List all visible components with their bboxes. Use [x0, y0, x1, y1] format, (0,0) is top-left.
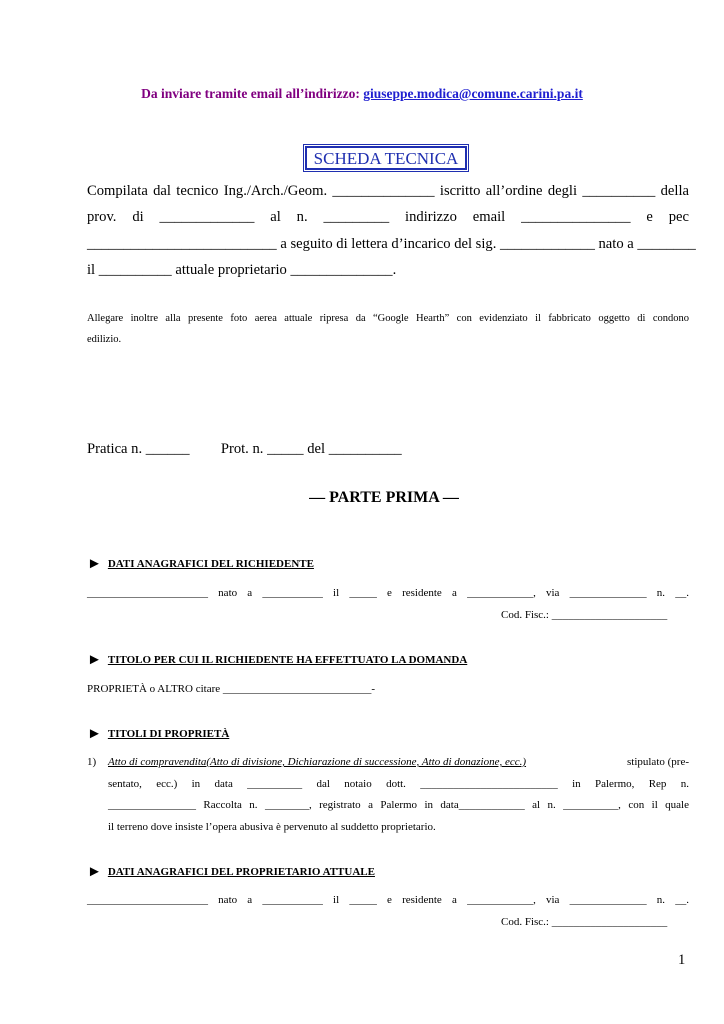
pratica-number: Pratica n. ______	[87, 441, 190, 457]
section-richiedente-heading	[87, 556, 314, 573]
section-title: DATI ANAGRAFICI DEL RICHIEDENTE	[107, 558, 314, 570]
intro-line-1: Compilata dal tecnico Ing./Arch./Geom. ______________ iscritto all’ordine degli __________ della	[87, 183, 689, 199]
intro-line-4: il __________ attuale proprietario ______________.	[87, 262, 397, 278]
proprietario-cod-fisc: Cod. Fisc.: _____________________	[501, 916, 668, 928]
protocol-number: Prot. n. _____ del __________	[220, 441, 402, 457]
arrow-bullet-icon: ►	[87, 864, 102, 880]
email-instruction-label: Da inviare tramite email all’indirizzo:	[141, 86, 360, 101]
parte-prima-heading: — PARTE PRIMA —	[309, 489, 459, 506]
richiedente-line-1: ______________________ nato a ___________ il _____ e residente a ____________, via ______________ n. __.	[87, 587, 689, 599]
attach-note-line-1: Allegare inoltre alla presente foto aerea attuale ripresa da “Google Hearth” con evidenziato il fabbricato oggetto di condono	[87, 313, 689, 324]
section-title: DATI ANAGRAFICI DEL PROPRIETARIO ATTUALE	[107, 866, 375, 878]
richiedente-cod-fisc: Cod. Fisc.: _____________________	[501, 609, 668, 621]
document-title: SCHEDA TECNICA	[305, 146, 467, 170]
titoli-list-number: 1)	[87, 756, 97, 768]
intro-line-3: __________________________ a seguito di lettera d’incarico del sig. _____________ nato a ________	[87, 236, 696, 252]
arrow-bullet-icon: ►	[87, 652, 102, 668]
titoli-line-3: ________________ Raccolta n. ________, registrato a Palermo in data____________ al n. __________, con il quale	[108, 799, 689, 811]
titoli-line-1	[108, 756, 689, 768]
email-instruction	[0, 86, 724, 102]
stipulato-label: stipulato (pre-	[626, 756, 689, 768]
section-title: TITOLO PER CUI IL RICHIEDENTE HA EFFETTUATO LA DOMANDA	[107, 654, 468, 666]
titolo-domanda-line: PROPRIETÀ o ALTRO citare ___________________________-	[87, 683, 376, 695]
page-number: 1	[678, 952, 686, 968]
pratica-row	[87, 441, 402, 458]
email-link[interactable]: giuseppe.modica@comune.carini.pa.it	[363, 86, 583, 101]
titoli-line-4: il terreno dove insiste l’opera abusiva è pervenuto al suddetto proprietario.	[108, 821, 436, 833]
arrow-bullet-icon: ►	[87, 556, 102, 572]
intro-line-2: prov. di _____________ al n. _________ indirizzo email _______________ e pec	[87, 209, 689, 225]
section-title: TITOLI DI PROPRIETÀ	[107, 728, 230, 740]
arrow-bullet-icon: ►	[87, 726, 102, 742]
titoli-line-2: sentato, ecc.) in data __________ dal notaio dott. _________________________ in Palermo, Rep n.	[108, 778, 689, 790]
section-titoli-proprieta-heading	[87, 726, 229, 743]
attach-note-line-2: edilizio.	[87, 334, 122, 345]
atto-description: Atto di compravendita(Atto di divisione, Dichiarazione di successione, Atto di donazione, ecc.)	[108, 756, 527, 768]
section-proprietario-heading	[87, 864, 375, 881]
section-titolo-domanda-heading	[87, 652, 467, 669]
proprietario-line-1: ______________________ nato a ___________ il _____ e residente a ____________, via ______________ n. __.	[87, 894, 689, 906]
